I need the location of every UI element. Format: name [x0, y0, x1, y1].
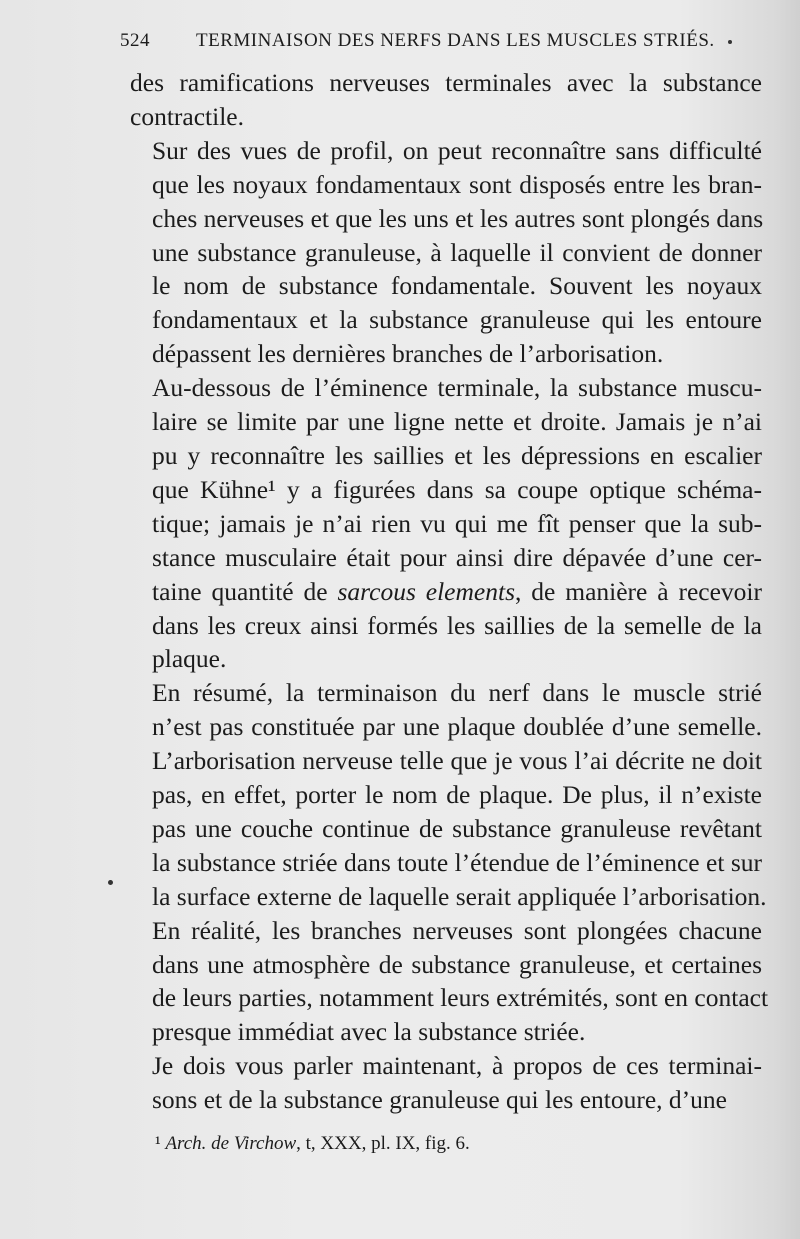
- text-line: n’est pas constituée par une plaque doublée d’une semelle.: [152, 712, 762, 742]
- text-line: Au-dessous de l’éminence terminale, la substance muscu-: [152, 373, 762, 403]
- text-line: une substance granuleuse, à laquelle il convient de donner: [152, 237, 762, 267]
- text-line: pas une couche continue de substance granuleuse revêtant: [152, 813, 762, 843]
- text-line: la surface externe de laquelle serait appliquée l’arborisation.: [152, 881, 767, 911]
- text-line: dans les creux ainsi formés les saillies de la semelle de la: [152, 610, 762, 640]
- text-line: la substance striée dans toute l’étendue de l’éminence et sur: [152, 847, 762, 877]
- paragraph: [130, 371, 762, 676]
- text-line: tique; jamais je n’ai rien vu qui me fît penser que la sub-: [152, 508, 762, 538]
- text-line: En résumé, la terminaison du nerf dans le muscle strié: [152, 678, 762, 708]
- text-line: ches nerveuses et que les uns et les autres sont plongés dans: [152, 203, 764, 233]
- ink-speck: [728, 40, 732, 44]
- text-line: que Kühne¹ y a figurées dans sa coupe optique schéma-: [152, 474, 762, 504]
- text-line: pas, en effet, porter le nom de plaque. De plus, il n’existe: [152, 780, 762, 810]
- paragraph: [130, 66, 762, 134]
- text-line: En réalité, les branches nerveuses sont plongées chacune: [152, 915, 762, 945]
- text-line: pu y reconnaître les saillies et les dépressions en escalier: [152, 440, 762, 470]
- text-line: le nom de substance fondamentale. Souvent les noyaux: [152, 271, 762, 301]
- text-line: contractile.: [130, 101, 244, 131]
- text-line: fondamentaux et la substance granuleuse qui les entoure: [152, 305, 762, 335]
- text-line: taine quantité de sarcous elements, de manière à recevoir: [152, 576, 763, 606]
- page-number: 524: [120, 30, 150, 51]
- running-title: TERMINAISON DES NERFS DANS LES MUSCLES STRIÉS.: [196, 30, 715, 51]
- text-line: plaque.: [152, 644, 227, 674]
- text-line: que les noyaux fondamentaux sont disposés entre les bran-: [152, 169, 762, 199]
- text-line: Je dois vous parler maintenant, à propos de ces terminai-: [152, 1051, 762, 1081]
- text-line: des ramifications nerveuses terminales avec la substance: [130, 68, 762, 97]
- ink-speck: [108, 880, 113, 885]
- text-line: laire se limite par une ligne nette et droite. Jamais je n’ai: [152, 407, 762, 437]
- text-line: sons et de la substance granuleuse qui les entoure, d’une: [152, 1085, 727, 1115]
- text-line: presque immédiat avec la substance striée.: [152, 1017, 586, 1047]
- footnote: ¹ Arch. de Virchow, t, XXX, pl. IX, fig. 6.: [155, 1133, 470, 1154]
- text-line: dépassent les dernières branches de l’arborisation.: [152, 339, 664, 369]
- text-line: L’arborisation nerveuse telle que je vous l’ai décrite ne doit: [152, 746, 762, 776]
- body-text: [130, 66, 769, 1117]
- paragraph: [130, 134, 762, 371]
- text-line: stance musculaire était pour ainsi dire dépavée d’une cer-: [152, 542, 762, 572]
- running-header: [120, 30, 720, 52]
- text-line: de leurs parties, notamment leurs extrémités, sont en contact: [152, 983, 769, 1013]
- text-line: Sur des vues de profil, on peut reconnaître sans difficulté: [152, 135, 762, 165]
- paragraph: [130, 1049, 762, 1117]
- paragraph: [130, 676, 769, 1049]
- text-line: dans une atmosphère de substance granuleuse, et certaines: [152, 949, 762, 979]
